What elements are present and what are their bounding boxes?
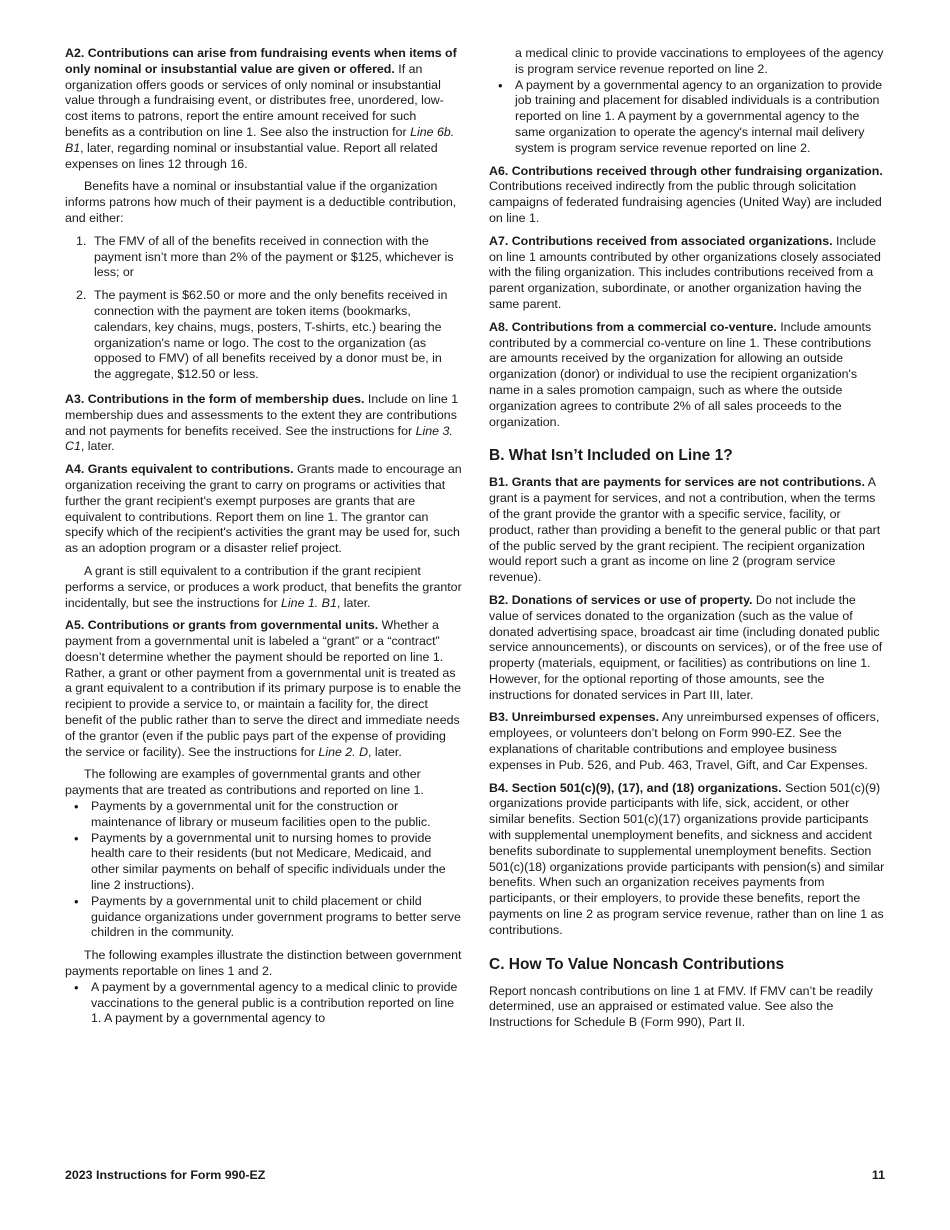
paragraph-b1: B1. Grants that are payments for services are not contributions. A grant is a payment for services, and not a contribution, when the terms of the grant provide the grantor with a specific service, facility, or product, rather than providing a benefit to the general public or that part of the public served by the grant recipient. The recipient organization would report such a grant as income on line 2 (program service revenue). [489, 475, 881, 585]
paragraph-b3: B3. Unreimbursed expenses. Any unreimbursed expenses of officers, employees, or volunteers don’t belong on Form 990-EZ. See the explanations of charitable contributions and employee business expenses in Pub. 526, and Pub. 463, Travel, Gift, and Car Expenses. [489, 710, 880, 772]
bullet-list [489, 78, 886, 157]
paragraph-a7: A7. Contributions received from associated organizations. Include on line 1 amounts contributed by other organizations closely associated with the filing organization. This includes contributions received from a parent organization, subordinate, or another organization having the same parent. [489, 233, 881, 311]
paragraph-a2: A2. Contributions can arise from fundraising events when items of only nominal or insubstantial value are given or offered. If an organization offers goods or services of only nominal or insubstantial value through a fundraising event, or distributes free, unordered, low-cost items to patrons, report the entire amount received for such benefits as a contribution on line 1. See also the instruction for Line 6b. B1, later, regarding nominal or insubstantial value. Report all related expenses on lines 12 through 16. [65, 46, 457, 171]
heading-b2: B2. Donations of services or use of property. [489, 592, 753, 607]
paragraph-a5: A5. Contributions or grants from governmental units. Whether a payment from a governmental unit is labeled a “grant” or a “contract” doesn’t determine whether the payment should be reported on line 1. Rather, a grant or other payment from a governmental unit is treated as a grant equivalent to a contribution if its primary purpose is to enable the recipient to provide a service to, or maintain a facility for, the direct benefit of the public rather than to serve the direct and immediate needs of the grantor (even if the public pays part of the expense of providing the service or facility). See the instructions for Line 2. D, later. [65, 618, 462, 759]
list-item: • A payment by a governmental agency to a medical clinic to provide vaccinations to the general public is a contribution reported on line 1. A payment by a governmental agency to [65, 980, 462, 1027]
paragraph-a5-examples: The following are examples of governmental grants and other payments that are treated as contributions and reported on line 1. [65, 767, 424, 798]
left-column [65, 46, 462, 1034]
paragraph-a6: A6. Contributions received through other fundraising organization. Contributions received indirectly from the public through solicitation campaigns of federated fundraising agencies (United Way) are included on line 1. [489, 163, 883, 225]
section-heading-b: B. What Isn’t Included on Line 1? [489, 447, 733, 465]
paragraph-c: Report noncash contributions on line 1 at FMV. If FMV can’t be readily determined, use an appraised or estimated value. See also the Instructions for Schedule B (Form 990), Part II. [489, 983, 873, 1030]
heading-a2: A2. Contributions can arise from fundraising events when items of only nominal or insubstantial value are given or offered. [65, 46, 457, 76]
heading-b1: B1. Grants that are payments for services are not contributions. [489, 475, 865, 490]
page-footer [65, 1168, 885, 1184]
numbered-list [65, 234, 462, 383]
list-item: • A payment by a governmental agency to an organization to provide job training and placement for disabled individuals is a contribution reported on line 1. A payment by a governmental agency to the same organization to operate the agency's internal mail delivery system is program service revenue reported on line 2. [489, 78, 886, 157]
paragraph-a2-benefits: Benefits have a nominal or insubstantial value if the organization informs patrons how much of their payment is a deductible contribution, and either: [65, 179, 457, 225]
list-item: 1. The FMV of all of the benefits received in connection with the payment isn’t more than 2% of the payment or $125, whichever is less; or [76, 233, 454, 280]
heading-a7: A7. Contributions received from associated organizations. [489, 233, 833, 248]
heading-a4: A4. Grants equivalent to contributions. [65, 462, 294, 477]
heading-b4: B4. Section 501(c)(9), (17), and (18) organizations. [489, 780, 782, 795]
list-item: 2. The payment is $62.50 or more and the only benefits received in connection with the payment are token items (bookmarks, calendars, key chains, mugs, posters, T-shirts, etc.) bearing the organization's name or logo. The cost to the organization (as opposed to FMV) of all benefits received by a donor must be, in the aggregate, $12.50 or less. [76, 288, 448, 382]
heading-b3: B3. Unreimbursed expenses. [489, 710, 660, 725]
paragraph-a4-grant: A grant is still equivalent to a contribution if the grant recipient performs a service, or produces a work product, that benefits the grantor incidentally, but see the instructions for Line 1. B1, later. [65, 563, 462, 610]
list-item: • Payments by a governmental unit for the construction or maintenance of library or museum facilities open to the public. [65, 799, 462, 831]
cross-reference: Line 2. D [318, 744, 369, 759]
heading-a5: A5. Contributions or grants from governmental units. [65, 618, 379, 633]
heading-a8: A8. Contributions from a commercial co-venture. [489, 319, 777, 334]
paragraph-a3: A3. Contributions in the form of membership dues. Include on line 1 membership dues and assessments to the extent they are contributions and not payments for benefits received. See the instructions for Line 3. C1, later. [65, 391, 459, 454]
paragraph-a4: A4. Grants equivalent to contributions. Grants made to encourage an organization receiving the grant to carry on programs or activities that further the grant recipient's exempt purposes are grants that are equivalent to contributions. Report them on line 1. The grantor can specify which of the recipient's activities the grant may be used for, such as an adoption program or a disaster relief project. [65, 462, 462, 556]
paragraph-b2: B2. Donations of services or use of property. Do not include the value of services donated to the organization (such as the value of donated advertising space, broadcast air time (including donated public service announcements), or discounts on services), or of the free use of property (materials, equipment, or facilities) as contributions on line 1. However, for the optional reporting of those amounts, see the instructions for donated services in Part III, later. [489, 592, 883, 702]
document-title: 2023 Instructions for Form 990-EZ [65, 1168, 266, 1182]
paragraph-a8: A8. Contributions from a commercial co-venture. Include amounts contributed by a commercial co-venture on line 1. These contributions are amounts received by the organization for allowing an outside organization (donor) or individual to use the recipient organization's name in a sales promotion campaign, such as where the outside organization agrees to contribute 2% of all sales proceeds to the organization. [489, 319, 872, 429]
bullet-list [65, 799, 462, 941]
list-item: • Payments by a governmental unit to child placement or child guidance organizations under government programs to better serve children in the community. [65, 894, 462, 941]
paragraph-a5-distinction: The following examples illustrate the distinction between government payments reportable on lines 1 and 2. [65, 948, 462, 979]
page-number: 11 [871, 1168, 885, 1182]
heading-a6: A6. Contributions received through other fundraising organization. [489, 163, 883, 178]
cross-reference: Line 6b. B1 [65, 124, 455, 155]
bullet-continuation: a medical clinic to provide vaccinations to employees of the agency is program service revenue reported on line 2. [515, 46, 884, 76]
cross-reference: Line 1. B1 [281, 595, 337, 610]
bullet-list [65, 980, 462, 1027]
right-column [489, 46, 886, 1038]
heading-a3: A3. Contributions in the form of membership dues. [65, 391, 365, 406]
list-item: • Payments by a governmental unit to nursing homes to provide health care to their residents (but not Medicare, Medicaid, and other similar payments on behalf of specific individuals under the line 2 instructions). [65, 831, 462, 894]
section-heading-c: C. How To Value Noncash Contributions [489, 955, 785, 973]
paragraph-b4: B4. Section 501(c)(9), (17), and (18) organizations. Section 501(c)(9) organizations provide participants with life, sick, accident, or other similar benefits. Section 501(c)(17) organizations provide participants with supplemental unemployment benefits, and sickness and accident benefits subordinate to supplemental unemployment benefits. Section 501(c)(18) organizations provide participants with pension(s) and similar benefits. When such an organization receives payments from participants, or their employers, to provide these benefits, report the payments on line 2 as program service revenue, rather than on line 1 as contributions. [489, 780, 885, 937]
cross-reference: Line 3. C1 [65, 423, 453, 454]
